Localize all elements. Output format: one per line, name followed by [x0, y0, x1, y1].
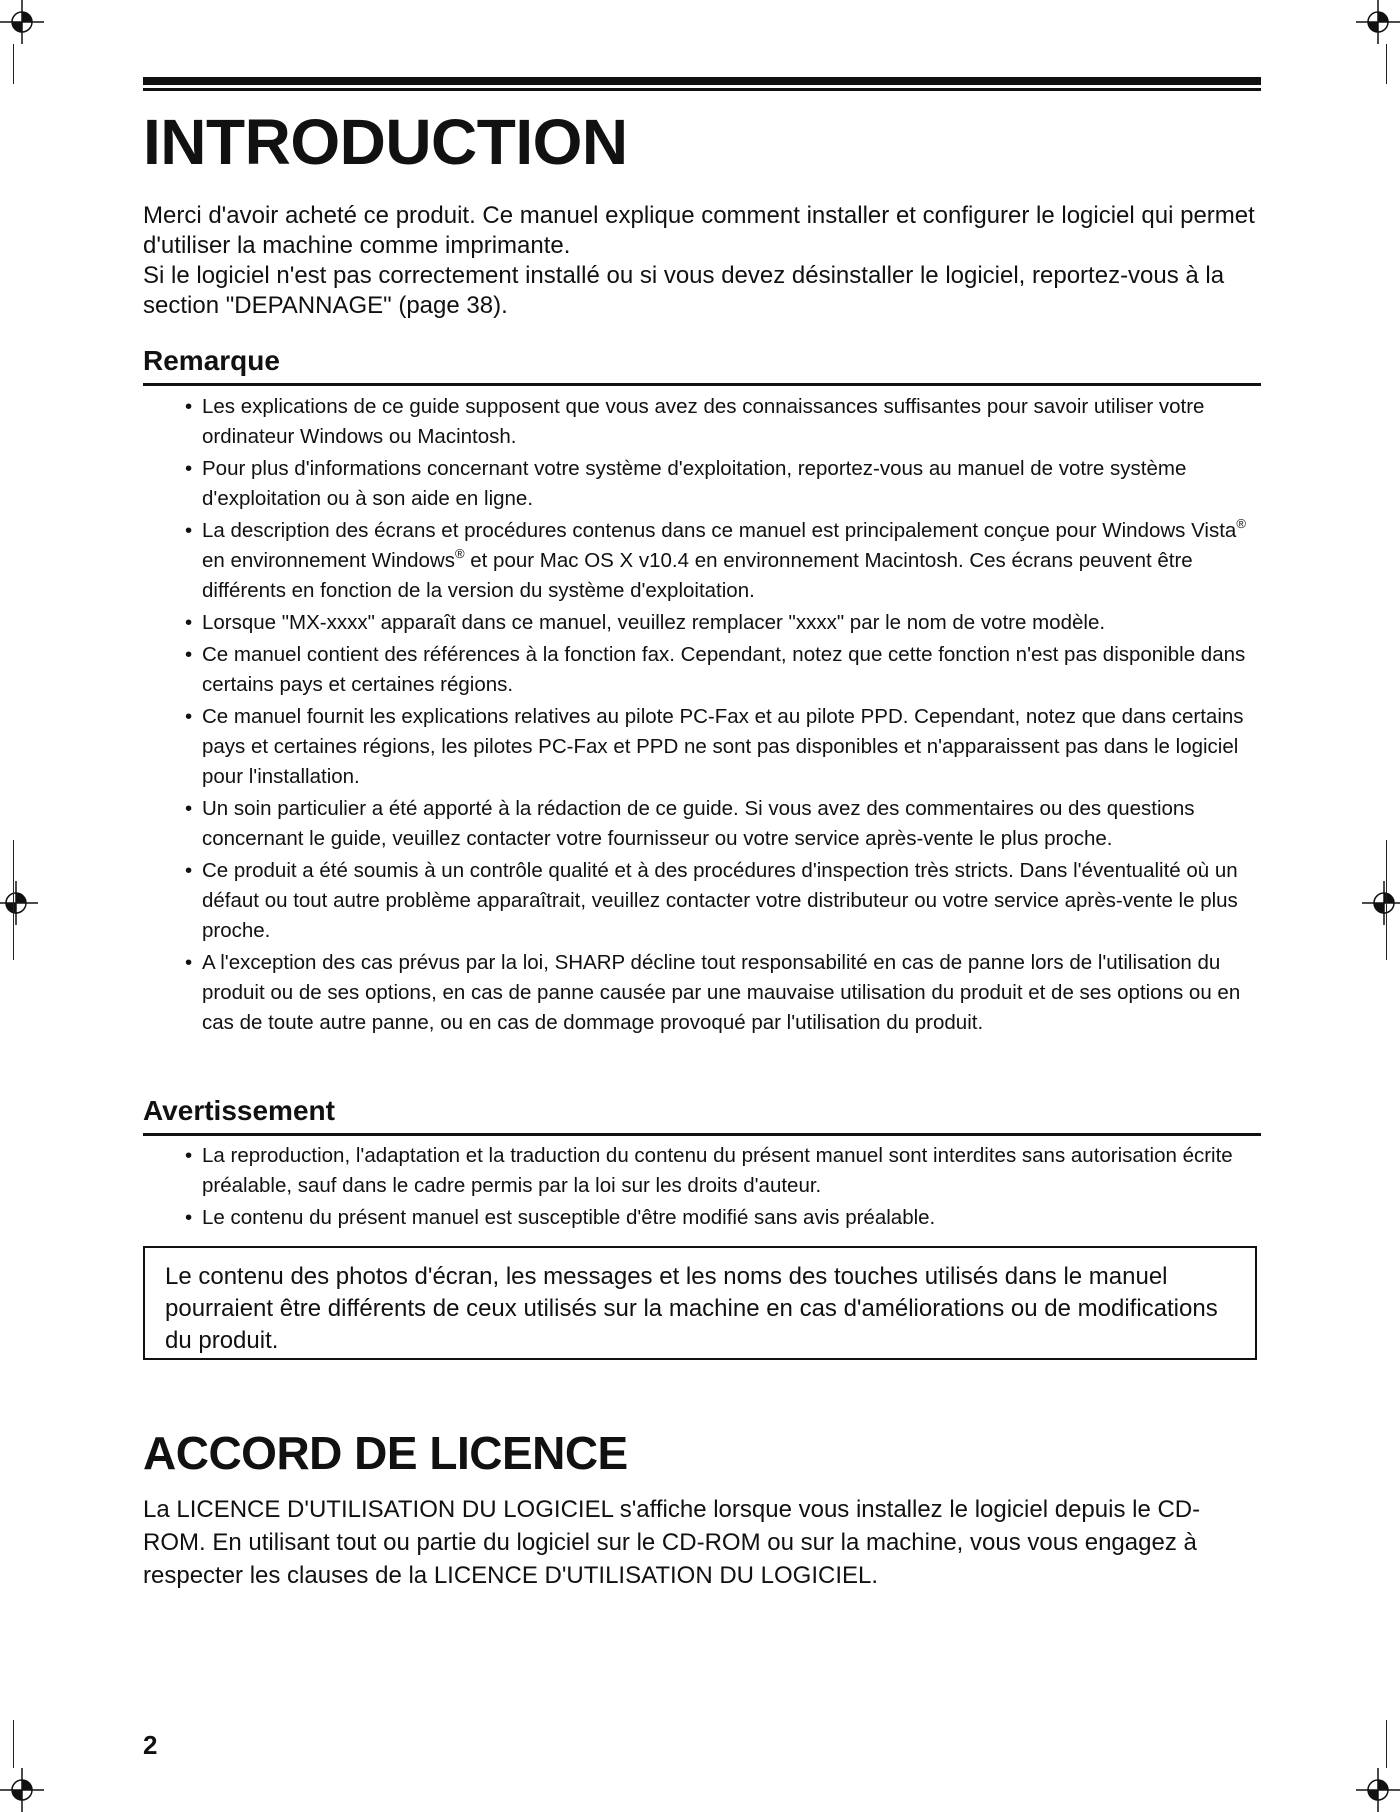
crop-line-right-mid [1386, 840, 1387, 960]
licence-title: ACCORD DE LICENCE [143, 1427, 628, 1479]
page-number: 2 [143, 1730, 158, 1760]
registration-mark-bottom-left [0, 1768, 44, 1812]
header-rule-thin [143, 88, 1261, 91]
registration-mark-top-left [0, 0, 44, 44]
crop-line-left-mid [13, 840, 14, 960]
registration-mark-top-right [1356, 0, 1400, 44]
list-item: • Les explications de ce guide supposent que vous avez des connaissances suffisantes pour savoir utiliser votre ordinateur Windows ou Macintosh. [185, 392, 1265, 452]
registered-mark: ® [454, 546, 465, 561]
list-item-text: La description des écrans et procédures contenus dans ce manuel est principalement conçue pour Windows Vista [202, 519, 1237, 542]
crop-line-right-top [1386, 44, 1387, 84]
crop-line-left-top [13, 44, 14, 84]
avertissement-heading: Avertissement [143, 1094, 1261, 1136]
list-item-text: en environnement Windows [202, 549, 455, 572]
remarque-heading: Remarque [143, 344, 1261, 386]
list-item: • Ce manuel fournit les explications relatives au pilote PC-Fax et au pilote PPD. Cependant, notez que dans certains pays et certaines régions, les pilotes PC-Fax et PPD ne sont pas disponibles et n'apparaissent pas dans le logiciel pour l'installation. [185, 702, 1265, 792]
registration-mark-bottom-right [1356, 1768, 1400, 1812]
list-item: • La reproduction, l'adaptation et la traduction du contenu du présent manuel sont interdites sans autorisation écrite préalable, sauf dans le cadre permis par la loi sur les droits d'auteur. [185, 1141, 1265, 1201]
remarque-list [185, 392, 1265, 1040]
introduction-paragraph-line1: Merci d'avoir acheté ce produit. Ce manuel explique comment installer et configurer le logiciel qui permet d'utiliser la machine comme imprimante. [143, 202, 1255, 259]
licence-paragraph: La LICENCE D'UTILISATION DU LOGICIEL s'affiche lorsque vous installez le logiciel depuis le CD-ROM. En utilisant tout ou partie du logiciel sur le CD-ROM ou sur la machine, vous vous engagez à respecter les clauses de la LICENCE D'UTILISATION DU LOGICIEL. [143, 1496, 1201, 1589]
list-item [185, 516, 1265, 606]
list-item: • A l'exception des cas prévus par la loi, SHARP décline tout responsabilité en cas de panne lors de l'utilisation du produit ou de ses options, en cas de panne causée par une mauvaise utilisation du produit et de ses options ou en cas de toute autre panne, ou en cas de dommage provoqué par l'utilisation du produit. [185, 948, 1265, 1038]
list-item: • Ce manuel contient des références à la fonction fax. Cependant, notez que cette fonction n'est pas disponible dans certains pays et certaines régions. [185, 640, 1265, 700]
list-item-text: et pour Mac OS X v10.4 en environnement Macintosh. Ces écrans peuvent être différents en fonction de la version du système d'exploitation. [202, 549, 1193, 602]
list-item: • Lorsque "MX-xxxx" apparaît dans ce manuel, veuillez remplacer "xxxx" par le nom de votre modèle. [185, 608, 1265, 638]
header-rule [143, 77, 1261, 91]
list-item: • Pour plus d'informations concernant votre système d'exploitation, reportez-vous au manuel de votre système d'exploitation ou à son aide en ligne. [185, 454, 1265, 514]
list-item: • Un soin particulier a été apporté à la rédaction de ce guide. Si vous avez des commentaires ou des questions concernant le guide, veuillez contacter votre fournisseur ou votre service après-vente le plus proche. [185, 794, 1265, 854]
header-rule-thick [143, 77, 1261, 85]
crop-line-left-bottom [13, 1720, 14, 1768]
introduction-paragraph-line2: Si le logiciel n'est pas correctement installé ou si vous devez désinstaller le logiciel, reportez-vous à la section "DEPANNAGE" (page 38). [143, 262, 1225, 319]
registration-mark-mid-left [0, 881, 38, 925]
list-item: • Le contenu du présent manuel est susceptible d'être modifié sans avis préalable. [185, 1203, 1265, 1233]
registered-mark: ® [1236, 516, 1246, 531]
list-item: • Ce produit a été soumis à un contrôle qualité et à des procédures d'inspection très stricts. Dans l'éventualité où un défaut ou tout autre problème apparaîtrait, veuillez contacter votre distributeur ou votre service après-vente le plus proche. [185, 856, 1265, 946]
introduction-paragraph [143, 201, 1261, 321]
notice-box: Le contenu des photos d'écran, les messages et les noms des touches utilisés dans le manuel pourraient être différents de ceux utilisés sur la machine en cas d'améliorations ou de modifications du produit. [143, 1246, 1257, 1360]
avertissement-list [185, 1141, 1265, 1235]
crop-line-right-bottom [1386, 1720, 1387, 1768]
introduction-title: INTRODUCTION [143, 106, 628, 178]
registration-mark-mid-right [1362, 881, 1400, 925]
